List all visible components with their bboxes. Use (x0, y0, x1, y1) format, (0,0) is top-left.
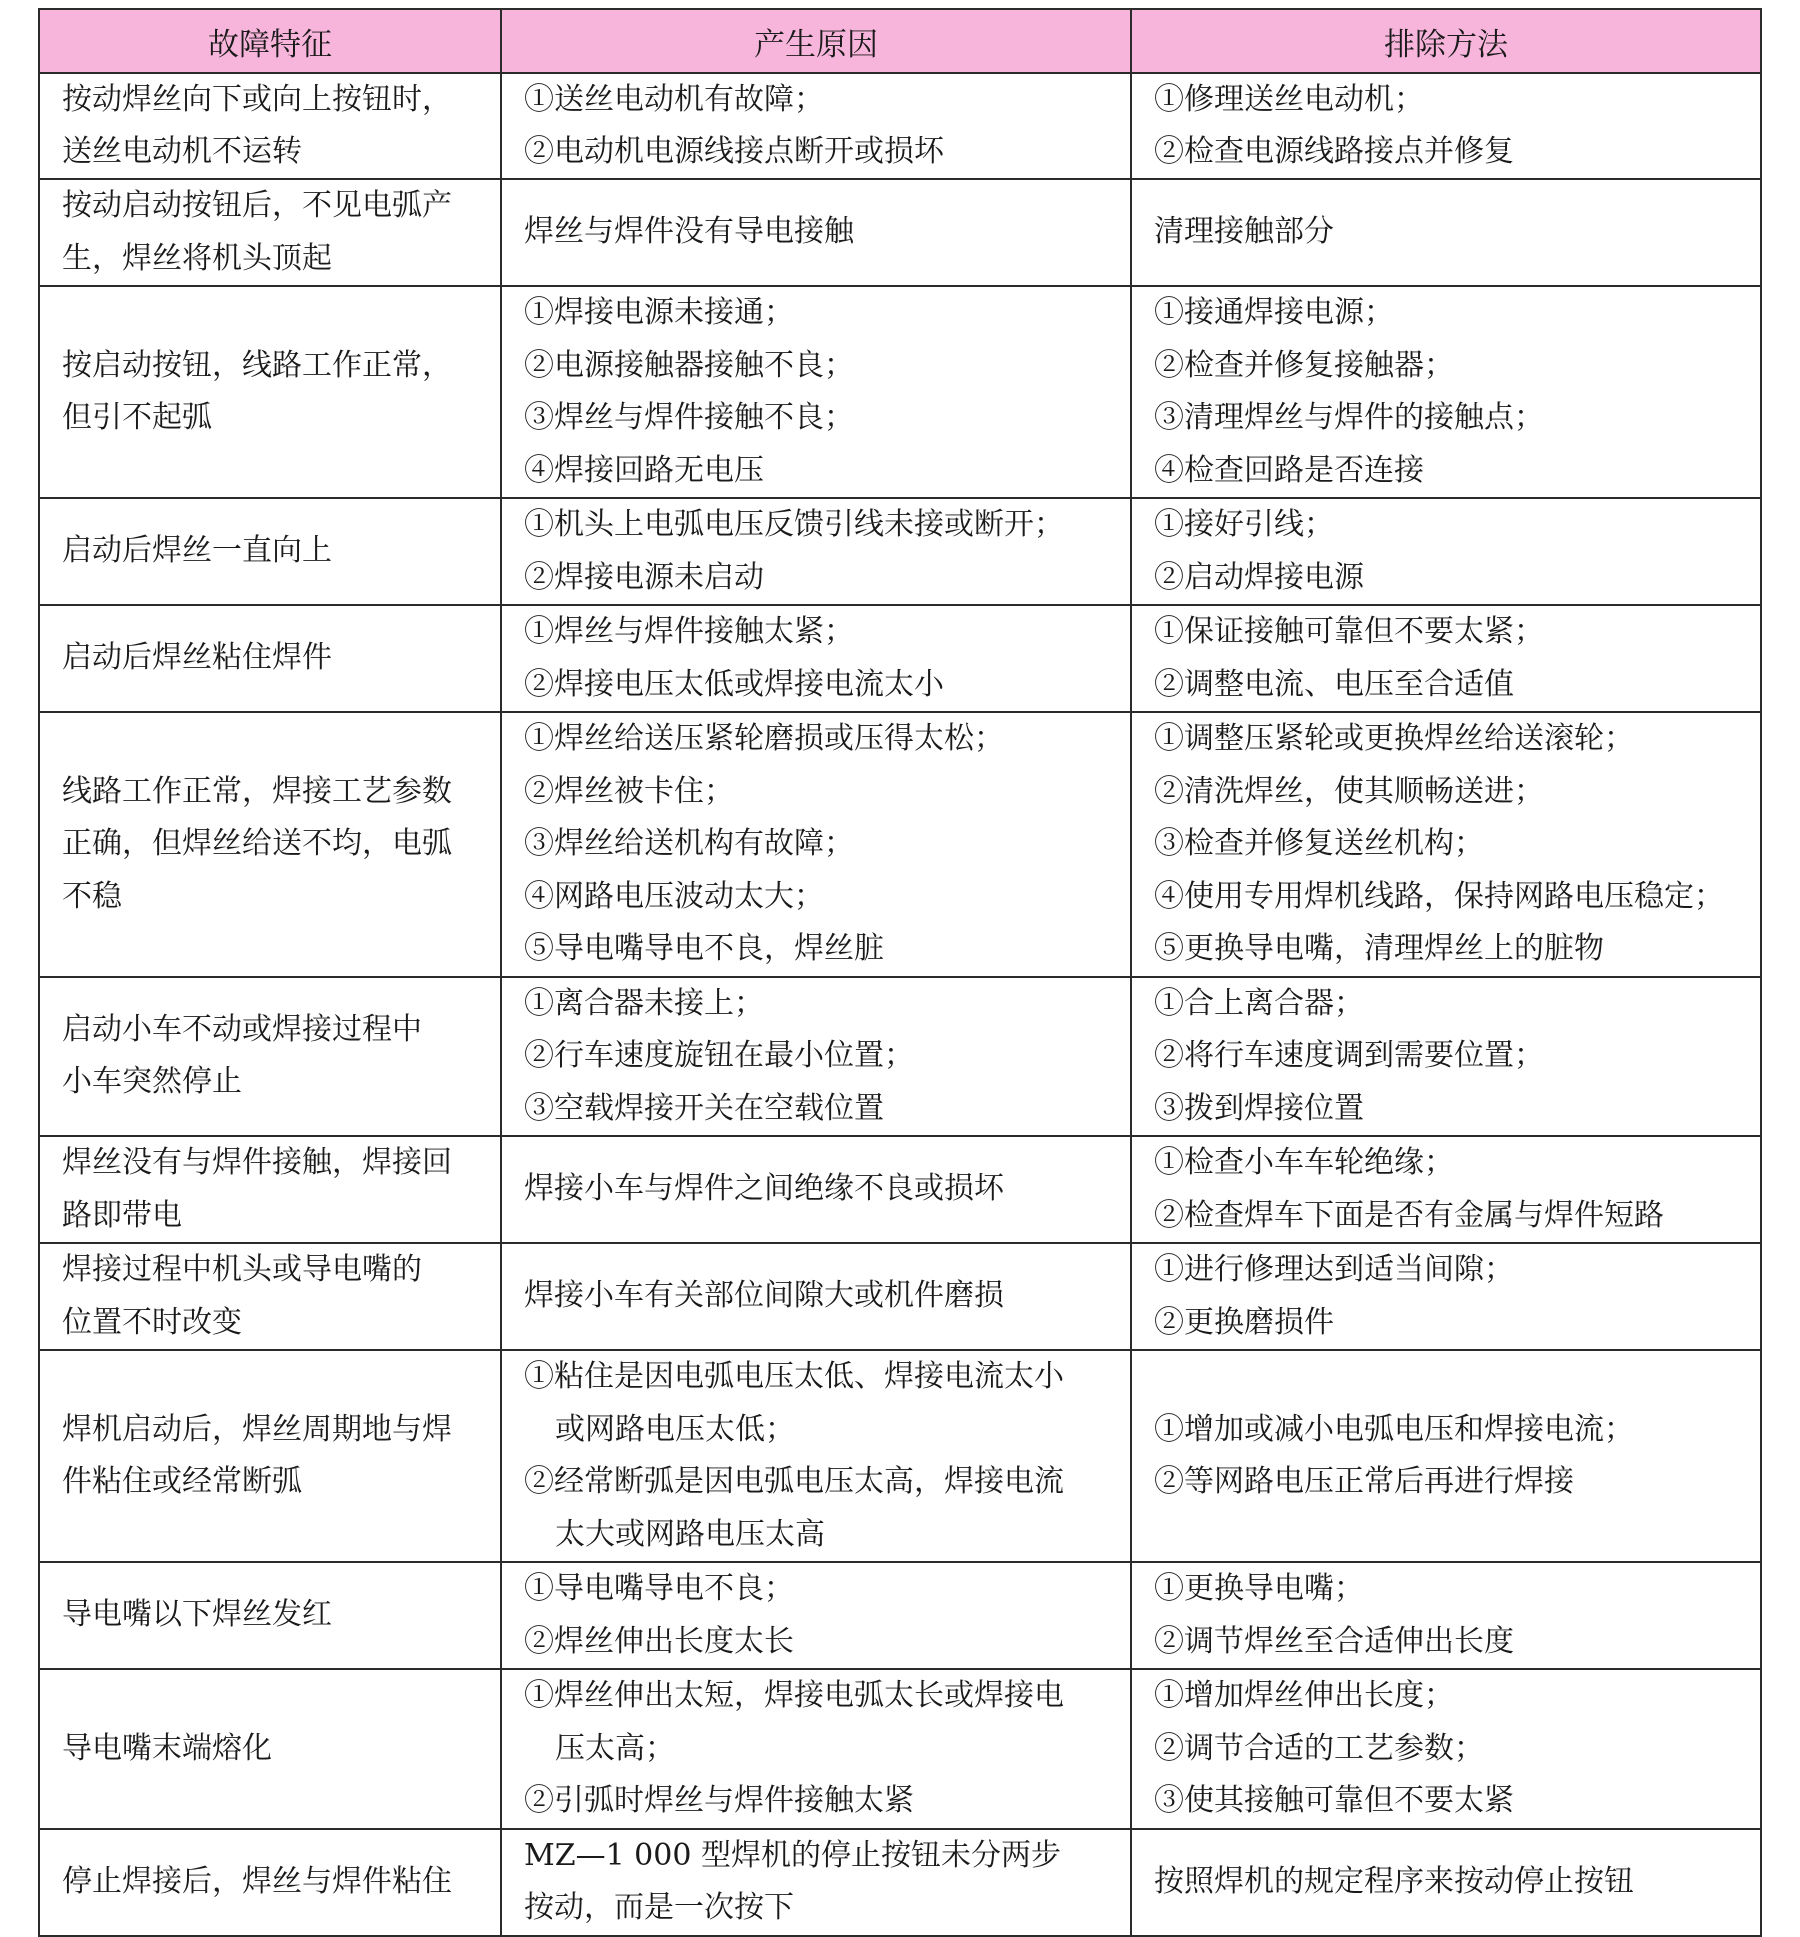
remedy-cell (1131, 1562, 1761, 1669)
cell-text-line: ①增加焊丝伸出长度； (1154, 1678, 1454, 1713)
cell-text-line: ④网路电压波动太大； (524, 878, 824, 914)
table-row (39, 1562, 1761, 1669)
cell-text-line: ③空载焊接开关在空载位置 (524, 1090, 884, 1126)
fault-feature-cell (39, 1243, 501, 1350)
table-row (39, 73, 1761, 179)
cell-text-line: 位置不时改变 (62, 1304, 242, 1340)
table-row (39, 1350, 1761, 1562)
table-row (39, 286, 1761, 498)
cell-text-line: 路即带电 (62, 1197, 182, 1233)
cell-text-line: 或网路电压太低； (555, 1411, 795, 1447)
cell-text-line: 启动小车不动或焊接过程中 (62, 1011, 422, 1047)
table-header (39, 9, 1761, 73)
table-row (39, 498, 1761, 605)
remedy-cell (1131, 977, 1761, 1137)
cell-text-line: ②启动焊接电源 (1154, 559, 1364, 595)
cell-text-line: 但引不起弧 (62, 400, 212, 435)
cell-text-line: 焊丝与焊件没有导电接触 (524, 214, 854, 250)
cause-cell (501, 286, 1131, 498)
cell-text-line: ②行车速度旋钮在最小位置； (524, 1038, 914, 1073)
cell-text-line: ②电源接触器接触不良； (524, 347, 854, 383)
cell-text-line: ②焊接电源未启动 (524, 559, 764, 595)
remedy-cell (1131, 1669, 1761, 1829)
cell-text-line: 启动后焊丝一直向上 (62, 533, 332, 569)
fault-feature-cell (39, 179, 501, 286)
cell-text-line: 焊丝没有与焊件接触，焊接回 (62, 1145, 452, 1180)
fault-feature-cell (39, 1350, 501, 1562)
fault-feature-cell (39, 1829, 501, 1936)
cell-text-line: ②检查并修复接触器； (1154, 347, 1454, 383)
cell-text-line: 送丝电动机不运转 (62, 134, 302, 169)
cause-cell (501, 1562, 1131, 1669)
cell-text-line: 按照焊机的规定程序来按动停止按钮 (1154, 1863, 1634, 1899)
cell-text-line: ②焊丝伸出长度太长 (524, 1623, 794, 1659)
fault-feature-cell (39, 712, 501, 977)
cell-text-line: ③焊丝与焊件接触不良； (524, 400, 854, 435)
fault-table (38, 8, 1762, 1937)
cell-text-line: ③拨到焊接位置 (1154, 1090, 1364, 1126)
cause-cell (501, 179, 1131, 286)
cell-text-line: 按动，而是一次按下 (524, 1890, 794, 1925)
remedy-cell (1131, 605, 1761, 712)
table-row (39, 712, 1761, 977)
cell-text-line: 不稳 (62, 878, 122, 914)
remedy-cell (1131, 1243, 1761, 1350)
cell-text-line: ①进行修理达到适当间隙； (1154, 1252, 1514, 1287)
remedy-cell (1131, 1350, 1761, 1562)
cell-text-line: ①增加或减小电弧电压和焊接电流； (1154, 1411, 1634, 1447)
cell-text-line: 启动后焊丝粘住焊件 (62, 640, 332, 676)
remedy-cell (1131, 286, 1761, 498)
table-row (39, 1829, 1761, 1936)
cell-text-line: ①机头上电弧电压反馈引线未接或断开； (524, 507, 1064, 542)
cell-text-line: ①焊丝给送压紧轮磨损或压得太松； (524, 721, 1004, 756)
cause-cell (501, 498, 1131, 605)
cell-text-line: ②焊接电压太低或焊接电流太小 (524, 666, 944, 702)
cell-text-line: ②检查电源线路接点并修复 (1154, 134, 1514, 169)
cell-text-line: ①修理送丝电动机； (1154, 82, 1424, 117)
cell-text-line: 按动焊丝向下或向上按钮时， (62, 82, 452, 117)
fault-feature-cell (39, 286, 501, 498)
cause-cell (501, 977, 1131, 1137)
cell-text-line: ②调整电流、电压至合适值 (1154, 666, 1514, 702)
table-row (39, 605, 1761, 712)
cell-text-line: ④使用专用焊机线路，保持网路电压稳定； (1154, 878, 1724, 914)
cell-text-line: 压太高； (555, 1730, 675, 1766)
cell-text-line: 太大或网路电压太高 (555, 1516, 825, 1552)
fault-feature-cell (39, 498, 501, 605)
cause-cell (501, 712, 1131, 977)
header-cause: 产生原因 (501, 9, 1131, 73)
cell-text-line: 线路工作正常，焊接工艺参数 (62, 773, 452, 809)
remedy-cell (1131, 1136, 1761, 1243)
cell-text-line: ①保证接触可靠但不要太紧； (1154, 614, 1544, 649)
remedy-cell (1131, 1829, 1761, 1936)
cell-text-line: ①焊接电源未接通； (524, 295, 794, 330)
cell-text-line: ①焊丝伸出太短，焊接电弧太长或焊接电 (524, 1678, 1064, 1713)
cell-text-line: ⑤导电嘴导电不良，焊丝脏 (524, 931, 884, 966)
cell-text-line: ⑤更换导电嘴，清理焊丝上的脏物 (1154, 931, 1604, 966)
cell-text-line: ②将行车速度调到需要位置； (1154, 1038, 1544, 1073)
cell-text-line: 焊接小车有关部位间隙大或机件磨损 (524, 1278, 1004, 1314)
remedy-cell (1131, 498, 1761, 605)
cell-text-line: 清理接触部分 (1154, 214, 1334, 250)
cause-cell (501, 73, 1131, 179)
cell-text-line: ④焊接回路无电压 (524, 452, 764, 488)
cell-text-line: ②经常断弧是因电弧电压太高，焊接电流 (524, 1464, 1064, 1499)
cell-text-line: 导电嘴末端熔化 (62, 1730, 272, 1766)
cause-cell (501, 1829, 1131, 1936)
cell-text-line: ①导电嘴导电不良； (524, 1571, 794, 1606)
cell-text-line: 按启动按钮，线路工作正常， (62, 347, 452, 383)
cell-text-line: 焊机启动后，焊丝周期地与焊 (62, 1411, 452, 1447)
header-fault-feature: 故障特征 (39, 9, 501, 73)
table-row (39, 1669, 1761, 1829)
cell-text-line: ③检查并修复送丝机构； (1154, 826, 1484, 861)
cell-text-line: ③清理焊丝与焊件的接触点； (1154, 400, 1544, 435)
cell-text-line: ①更换导电嘴； (1154, 1571, 1364, 1606)
cell-text-line: ④检查回路是否连接 (1154, 452, 1424, 488)
cell-text-line: ②检查焊车下面是否有金属与焊件短路 (1154, 1197, 1664, 1233)
fault-feature-cell (39, 605, 501, 712)
cell-text-line: 小车突然停止 (62, 1064, 242, 1100)
cell-text-line: ②焊丝被卡住； (524, 773, 734, 809)
cell-text-line: 生，焊丝将机头顶起 (62, 240, 332, 276)
table-body (39, 73, 1761, 1936)
cell-text-line: ①粘住是因电弧电压太低、焊接电流太小 (524, 1359, 1064, 1394)
fault-feature-cell (39, 1136, 501, 1243)
remedy-cell (1131, 712, 1761, 977)
fault-feature-cell (39, 73, 501, 179)
cell-text-line: ②电动机电源线接点断开或损坏 (524, 134, 944, 169)
table-row (39, 179, 1761, 286)
cell-text-line: ②等网路电压正常后再进行焊接 (1154, 1464, 1574, 1499)
fault-feature-cell (39, 1562, 501, 1669)
cause-cell (501, 1136, 1131, 1243)
cell-text-line: ①检查小车车轮绝缘； (1154, 1145, 1454, 1180)
cell-text-line: 按动启动按钮后，不见电弧产 (62, 188, 452, 223)
cell-text-line: 停止焊接后，焊丝与焊件粘住 (62, 1863, 452, 1899)
cell-text-line: ①焊丝与焊件接触太紧； (524, 614, 854, 649)
table-row (39, 977, 1761, 1137)
cell-text-line: ②调节焊丝至合适伸出长度 (1154, 1623, 1514, 1659)
cell-text-line: 导电嘴以下焊丝发红 (62, 1597, 332, 1633)
cause-cell (501, 1669, 1131, 1829)
cell-text-line: ②调节合适的工艺参数； (1154, 1730, 1484, 1766)
cell-text-line: MZ—1 000 型焊机的停止按钮未分两步 (524, 1837, 1061, 1873)
cell-text-line: ①合上离合器； (1154, 985, 1364, 1021)
cause-cell (501, 1350, 1131, 1562)
cell-text-line: 正确，但焊丝给送不均，电弧 (62, 826, 452, 861)
table-row (39, 1136, 1761, 1243)
cell-text-line: 件粘住或经常断弧 (62, 1464, 302, 1499)
cell-text-line: 焊接小车与焊件之间绝缘不良或损坏 (524, 1171, 1004, 1207)
cell-text-line: ③使其接触可靠但不要太紧 (1154, 1783, 1514, 1818)
cell-text-line: ②引弧时焊丝与焊件接触太紧 (524, 1783, 914, 1818)
header-row (39, 9, 1761, 73)
table-row (39, 1243, 1761, 1350)
header-remedy: 排除方法 (1131, 9, 1761, 73)
cell-text-line: 焊接过程中机头或导电嘴的 (62, 1252, 422, 1287)
remedy-cell (1131, 179, 1761, 286)
cell-text-line: ①调整压紧轮或更换焊丝给送滚轮； (1154, 721, 1634, 756)
cell-text-line: ②更换磨损件 (1154, 1304, 1334, 1340)
cell-text-line: ①接通焊接电源； (1154, 295, 1394, 330)
cell-text-line: ①离合器未接上； (524, 985, 764, 1021)
cause-cell (501, 605, 1131, 712)
cell-text-line: ②清洗焊丝，使其顺畅送进； (1154, 773, 1544, 809)
cause-cell (501, 1243, 1131, 1350)
cell-text-line: ③焊丝给送机构有故障； (524, 826, 854, 861)
fault-feature-cell (39, 1669, 501, 1829)
cell-text-line: ①送丝电动机有故障； (524, 82, 824, 117)
cell-text-line: ①接好引线； (1154, 507, 1334, 542)
remedy-cell (1131, 73, 1761, 179)
fault-feature-cell (39, 977, 501, 1137)
